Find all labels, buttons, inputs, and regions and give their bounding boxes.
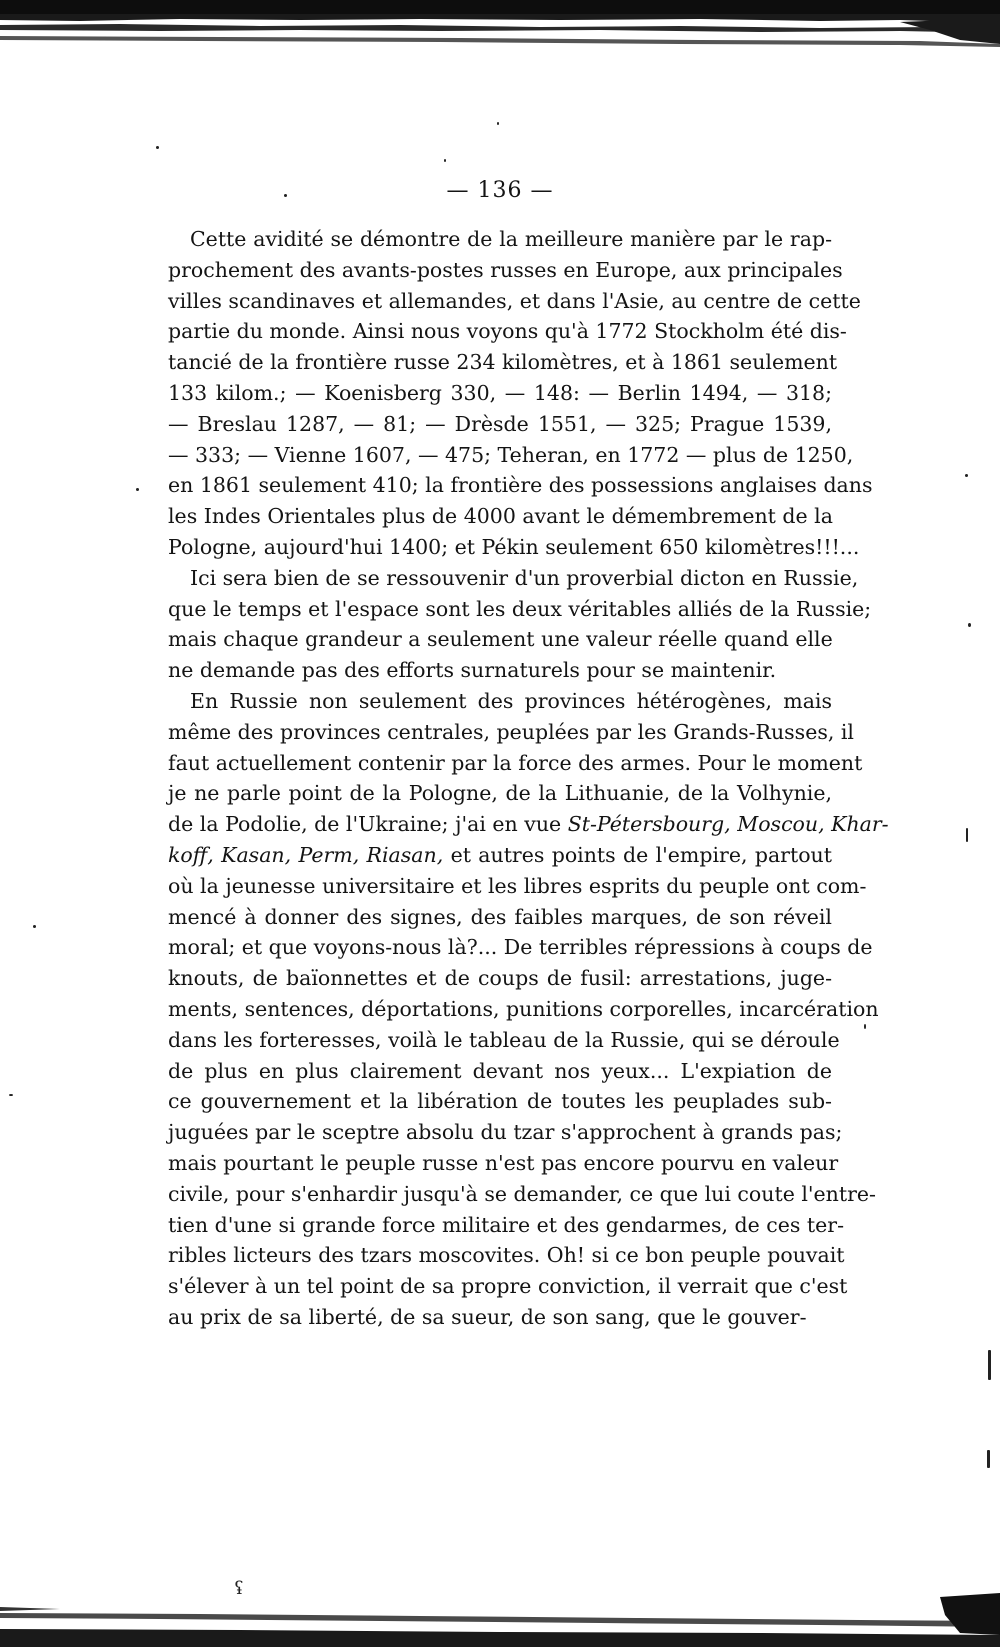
scan-speck [864,1024,866,1029]
text-line [168,840,832,871]
text-segment: tien d'une si grande force militaire et des gendarmes, de ces ter- [168,1212,845,1237]
text-line [168,224,832,255]
text-segment: Cette avidité se démontre de la meilleure manière par le rap- [190,227,832,251]
scan-speck [33,925,36,928]
text-segment: partie du monde. Ainsi nous voyons qu'à 1772 Stockholm été dis- [168,319,847,344]
text-line [168,994,879,1025]
text-line [168,624,832,655]
text-line [168,532,860,563]
scan-bottom-edge [0,1585,1000,1647]
text-line [168,932,873,963]
body-text [168,224,889,1333]
text-segment: — 333; — Vienne 1607, — 475; Teheran, en 1772 — plus de 1250, [168,442,854,467]
text-segment: les Indes Orientales plus de 4000 avant le démembrement de la [168,504,833,529]
text-line [168,347,838,378]
text-line [168,717,854,748]
text-segment: prochement des avants-postes russes en Europe, aux principales [168,257,843,282]
text-line [168,778,832,809]
text-segment: moral; et que voyons-nous là?... De terribles répressions à coups de [168,935,873,960]
scan-speck [136,488,139,491]
text-line [168,748,863,779]
text-segment: mais chaque grandeur a seulement une valeur réelle quand elle [168,627,833,652]
text-line [168,501,832,532]
text-segment: que le temps et l'espace sont les deux véritables alliés de la Russie; [168,596,872,621]
italic-text: koff, Kasan, Perm, Riasan, [168,842,444,867]
text-segment: Pologne, aujourd'hui 1400; et Pékin seulement 650 kilomètres!!!... [168,534,860,559]
text-segment: tancié de la frontière russe 234 kilomètres, et à 1861 seulement [168,350,838,375]
text-segment: de la Podolie, de l'Ukraine; j'ai en vue [168,812,568,837]
text-line [168,809,889,840]
text-line [168,1240,845,1271]
text-segment: de plus en plus clairement devant nos yeux... L'expiation de [168,1058,832,1083]
text-line [168,440,854,471]
scan-speck [156,146,159,149]
text-segment: ribles licteurs des tzars moscovites. Oh! si ce bon peuple pouvait [168,1243,845,1268]
text-line [168,871,867,902]
text-line [168,963,832,994]
scan-speck [284,194,287,197]
text-segment: En Russie non seulement des provinces hétérogènes, mais [190,688,832,713]
text-line [168,470,873,501]
text-segment: s'élever à un tel point de sa propre conviction, il verrait que c'est [168,1274,848,1299]
text-segment: et autres points de l'empire, partout [443,842,832,867]
text-segment: civile, pour s'enhardir jusqu'à se demander, ce que lui coute l'entre- [168,1181,876,1206]
text-segment: au prix de sa liberté, de sa sueur, de son sang, que le gouver- [168,1304,807,1329]
text-line [168,1302,832,1333]
text-line [168,902,832,933]
scan-speck [966,828,968,842]
text-segment: ments, sentences, déportations, punitions corporelles, incarcération [168,996,879,1021]
text-segment: 133 kilom.; — Koenisberg 330, — 148: — Berlin 1494, — 318; [168,380,832,405]
scan-speck [497,122,499,125]
scan-speck [968,623,971,627]
text-line [168,1179,876,1210]
text-segment: Ici sera bien de se ressouvenir d'un proverbial dicton en Russie, [190,565,859,590]
text-segment: ne demande pas des efforts surnaturels pour se maintenir. [168,658,777,683]
text-segment: je ne parle point de la Pologne, de la Lithuanie, de la Volhynie, [168,781,832,806]
scan-speck [988,1350,991,1380]
text-segment: ce gouvernement et la libération de toutes les peuplades sub- [168,1089,832,1114]
text-line [168,286,861,317]
text-segment: mencé à donner des signes, des faibles marques, de son réveil [168,904,832,929]
text-line [168,1210,845,1241]
text-line [168,1271,848,1302]
text-segment: — Breslau 1287, — 81; — Drèsde 1551, — 325; Prague 1539, [168,411,832,436]
scan-speck [965,474,968,477]
scan-speck [9,1094,13,1096]
text-segment: mais pourtant le peuple russe n'est pas encore pourvu en valeur [168,1150,839,1175]
text-line [168,316,847,347]
text-line [168,1056,832,1087]
text-segment: où la jeunesse universitaire et les libres esprits du peuple ont com- [168,873,867,898]
text-line [168,378,832,409]
text-segment: faut actuellement contenir par la force des armes. Pour le moment [168,750,863,775]
text-line [168,563,859,594]
text-line [168,686,832,717]
text-segment: knouts, de baïonnettes et de coups de fusil: arrestations, juge- [168,966,832,991]
scan-speck [987,1450,990,1468]
text-line [168,1117,843,1148]
text-line [168,1148,839,1179]
bottom-mark: ʢ [234,1578,244,1599]
scan-speck [444,159,446,162]
text-segment: en 1861 seulement 410; la frontière des possessions anglaises dans [168,473,873,498]
page-number: — 136 — [446,178,554,203]
text-line [168,594,872,625]
text-line [168,409,832,440]
text-segment: dans les forteresses, voilà le tableau de la Russie, qui se déroule [168,1027,840,1052]
text-segment: même des provinces centrales, peuplées par les Grands-Russes, il [168,719,854,744]
text-line [168,1025,840,1056]
text-segment: juguées par le sceptre absolu du tzar s'approchent à grands pas; [168,1120,843,1145]
text-line [168,1086,832,1117]
text-segment: villes scandinaves et allemandes, et dans l'Asie, au centre de cette [168,288,861,313]
text-line [168,655,832,686]
text-line [168,255,843,286]
italic-text: St-Pétersbourg, Moscou, Khar- [567,812,889,837]
scan-top-edge [0,0,1000,52]
